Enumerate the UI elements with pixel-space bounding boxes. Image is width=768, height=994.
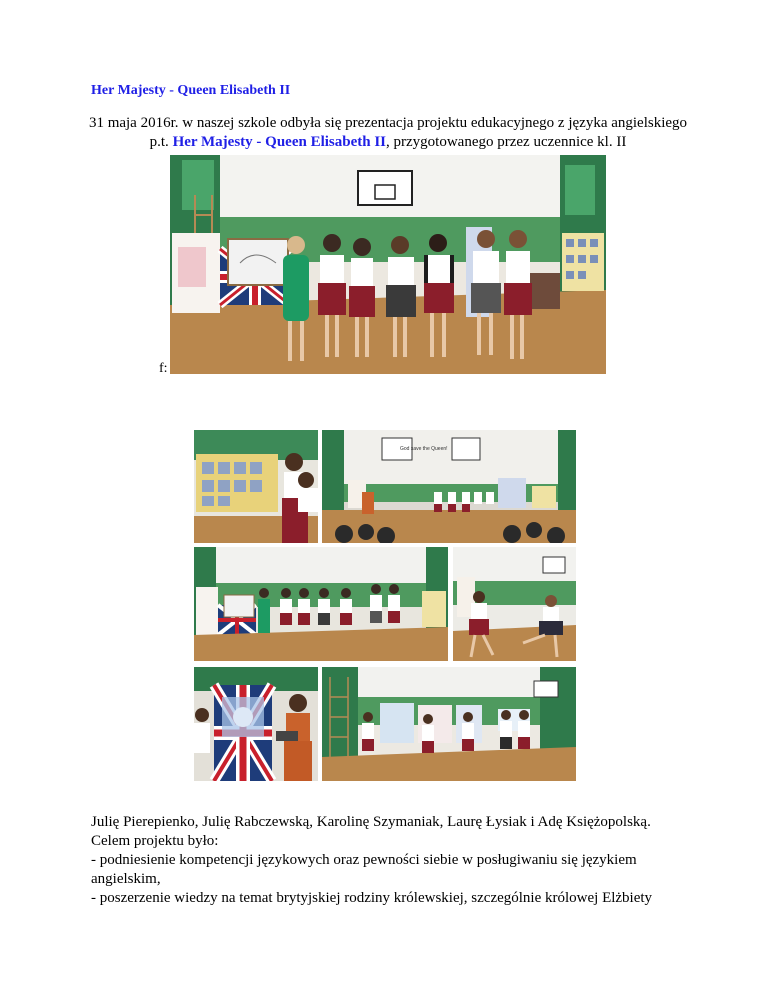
intro-paragraph (88, 114, 688, 152)
collage-photo-slide-presentation (322, 430, 576, 543)
slide-title-text: God save the Queen! (400, 446, 448, 452)
intro-text-after: , przygotowanego przez uczennice kl. II (386, 134, 627, 150)
collage-photo-flag-painting (194, 667, 318, 781)
paragraph-line-goal-heading: Celem projektu było: (91, 833, 219, 849)
paragraph-line-goal-1: - podniesienie kompetencji językowych oraz pewności siebie w posługiwaniu się językiem angielskim, (91, 852, 637, 887)
intro-text-before: 31 maja 2016r. w naszej szkole odbyła się prezentacja projektu edukacyjnego z języka angielskiego p.t. (88, 115, 688, 150)
project-description (91, 813, 691, 908)
main-group-photo (170, 155, 606, 374)
collage-photo-posters (194, 430, 318, 543)
paragraph-line-goal-2: - poszerzenie wiedzy na temat brytyjskiej rodziny królewskiej, szczególnie królowej Elżbiety (91, 890, 653, 906)
collage-photo-group-line (194, 547, 448, 661)
photo-caption-fragment: f: (159, 361, 168, 376)
article-title-link[interactable]: Her Majesty - Queen Elisabeth II (91, 83, 291, 98)
collage-photo-posters-stage (322, 667, 576, 781)
project-title-link[interactable]: Her Majesty - Queen Elisabeth II (172, 134, 387, 150)
paragraph-line-students: Julię Pierepienko, Julię Rabczewską, Karolinę Szymaniak, Laurę Łysiak i Adę Księżopolską. (91, 814, 651, 830)
collage-photo-dance (453, 547, 576, 661)
